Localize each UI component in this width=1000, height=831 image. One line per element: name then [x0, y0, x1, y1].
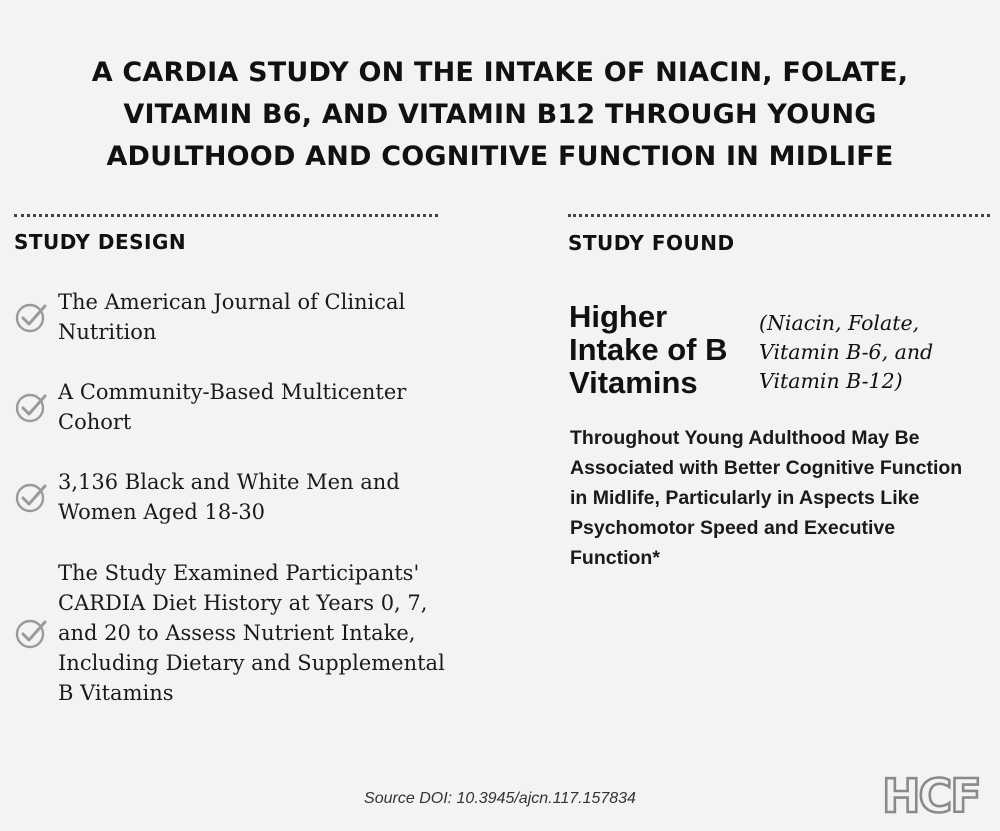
hcf-logo [880, 770, 990, 816]
checkmark-circle-icon [14, 390, 48, 424]
finding-text: Throughout Young Adulthood May Be Associated with Better Cognitive Function in Midlife, Particularly in Aspects Like Psychomotor Speed and Executive Function* [570, 427, 963, 569]
finding-vitamins-list: (Niacin, Folate, Vitamin B-6, and Vitamin B-12) [759, 311, 934, 393]
design-item-text: 3,136 Black and White Men and Women Aged 18-30 [58, 470, 400, 524]
checkmark-circle-icon [14, 616, 48, 650]
checkmark-circle-icon [14, 480, 48, 514]
left-divider [14, 214, 438, 217]
design-item-participants [14, 467, 454, 527]
source-doi: Source DOI: 10.3945/ajcn.117.157834 [364, 790, 636, 807]
finding-highlight: Higher Intake of B Vitamins [569, 299, 728, 400]
hcf-logo-text: HCF [882, 770, 980, 816]
study-found-heading: STUDY FOUND [568, 231, 735, 255]
page-title: A CARDIA STUDY ON THE INTAKE OF NIACIN, FOLATE, VITAMIN B6, AND VITAMIN B12 THROUGH YOUNG ADULTHOOD AND COGNITIVE FUNCTION IN MIDLIFE [91, 57, 909, 172]
design-item-text: The Study Examined Participants' CARDIA Diet History at Years 0, 7, and 20 to Assess Nutrient Intake, Including Dietary and Supplemental B Vitamins [58, 561, 445, 705]
design-item-cohort [14, 377, 454, 437]
design-item-journal [14, 287, 454, 347]
design-item-method [14, 558, 454, 708]
design-item-text: The American Journal of Clinical Nutrition [58, 290, 406, 344]
design-item-text: A Community-Based Multicenter Cohort [58, 380, 407, 434]
checkmark-circle-icon [14, 300, 48, 334]
right-divider [568, 214, 990, 217]
study-design-heading: STUDY DESIGN [14, 230, 187, 254]
